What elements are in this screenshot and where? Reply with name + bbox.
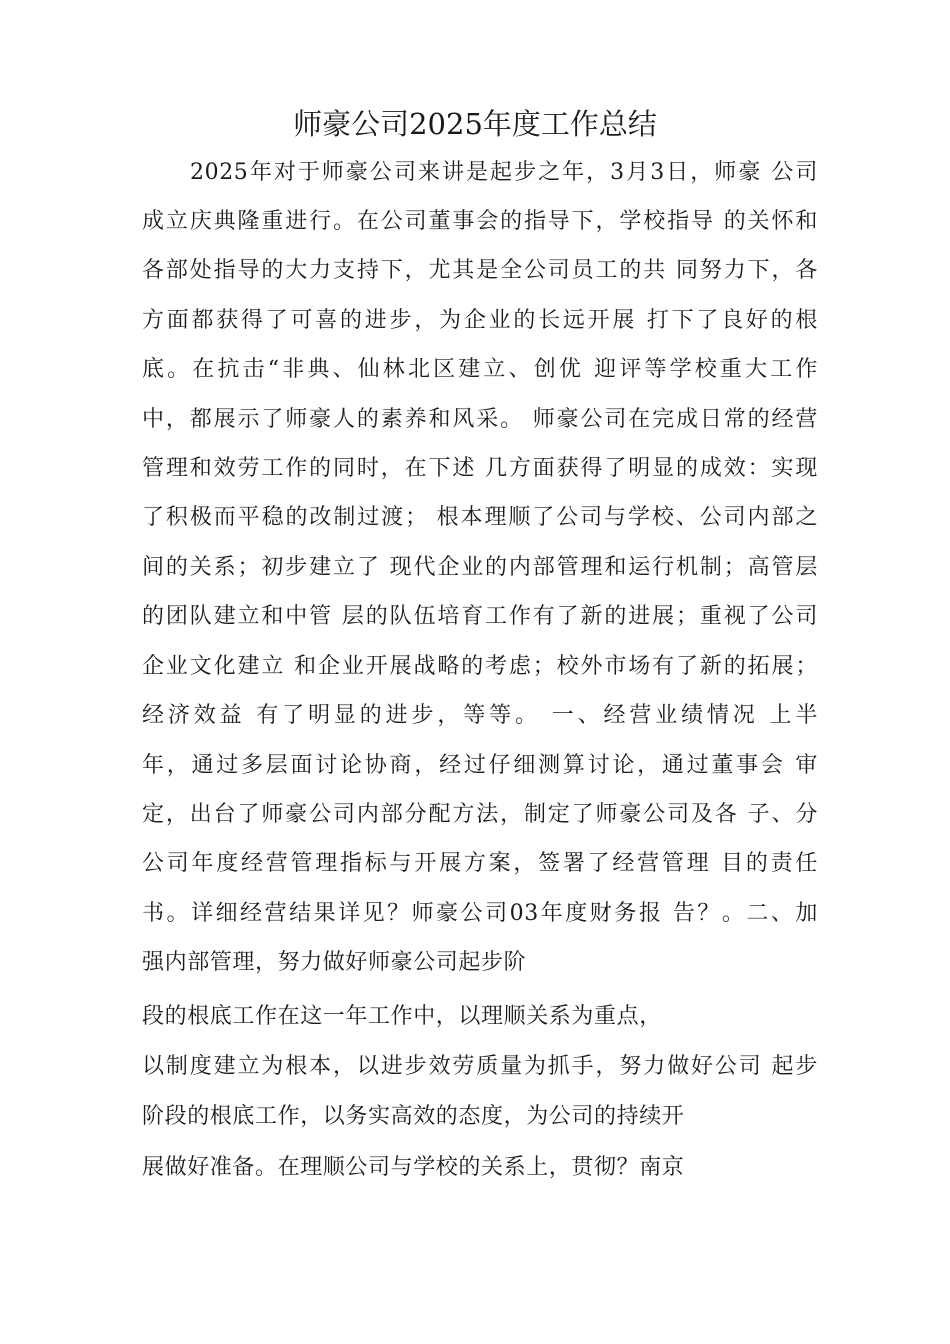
paragraph-line: 年，通过多层面讨论协商，经过仔细测算讨论，通过董事会 审 <box>142 753 818 778</box>
paragraph-line: 公司年度经营管理指标与开展方案，签署了经营管理 目的责任 <box>142 851 818 876</box>
paragraph-line: 各部处指导的大力支持下，尤其是全公司员工的共 同努力下，各 <box>142 258 818 283</box>
paragraph-line: 的团队建立和中管 层的队伍培育工作有了新的进展；重视了公司 <box>142 604 818 629</box>
paragraph-line: 成立庆典隆重进行。在公司董事会的指导下，学校指导 的关怀和 <box>142 209 818 234</box>
paragraph-line: 定，出台了师豪公司内部分配方法，制定了师豪公司及各 子、分 <box>142 802 818 827</box>
paragraph-line: 以制度建立为根本，以进步效劳质量为抓手，努力做好公司 起步 <box>142 1054 818 1079</box>
paragraph-line: 经济效益 有了明显的进步，等等。 一、经营业绩情况 上半 <box>142 703 818 728</box>
paragraph-line: 强内部管理，努力做好师豪公司起步阶 <box>142 950 527 975</box>
paragraph-line: 中，都展示了师豪人的素养和风采。 师豪公司在完成日常的经营 <box>142 407 818 432</box>
paragraph-line: 了积极而平稳的改制过渡； 根本理顺了公司与学校、公司内部之 <box>142 505 818 530</box>
paragraph-line: 底。在抗击“非典、仙林北区建立、创优 迎评等学校重大工作 <box>142 357 818 382</box>
paragraph-line: 展做好准备。在理顺公司与学校的关系上，贯彻？南京 <box>142 1155 685 1180</box>
paragraph-line: 阶段的根底工作，以务实高效的态度，为公司的持续开 <box>142 1104 685 1129</box>
paragraph-line: 书。详细经营结果详见？师豪公司03年度财务报 告？。二、加 <box>142 901 818 926</box>
document-title: 师豪公司2025年度工作总结 <box>293 107 657 141</box>
paragraph-line: 段的根底工作在这一年工作中，以理顺关系为重点， <box>142 1004 662 1029</box>
paragraph-line: 方面都获得了可喜的进步，为企业的长远开展 打下了良好的根 <box>142 308 818 333</box>
paragraph-line: 间的关系；初步建立了 现代企业的内部管理和运行机制；高管层 <box>142 555 818 580</box>
paragraph-line: 企业文化建立 和企业开展战略的考虑；校外市场有了新的拓展； <box>142 654 818 679</box>
paragraph-line: 管理和效劳工作的同时，在下述 几方面获得了明显的成效：实现 <box>142 456 818 481</box>
paragraph-line: 2025年对于师豪公司来讲是起步之年，3月3日，师豪 公司 <box>190 160 818 185</box>
